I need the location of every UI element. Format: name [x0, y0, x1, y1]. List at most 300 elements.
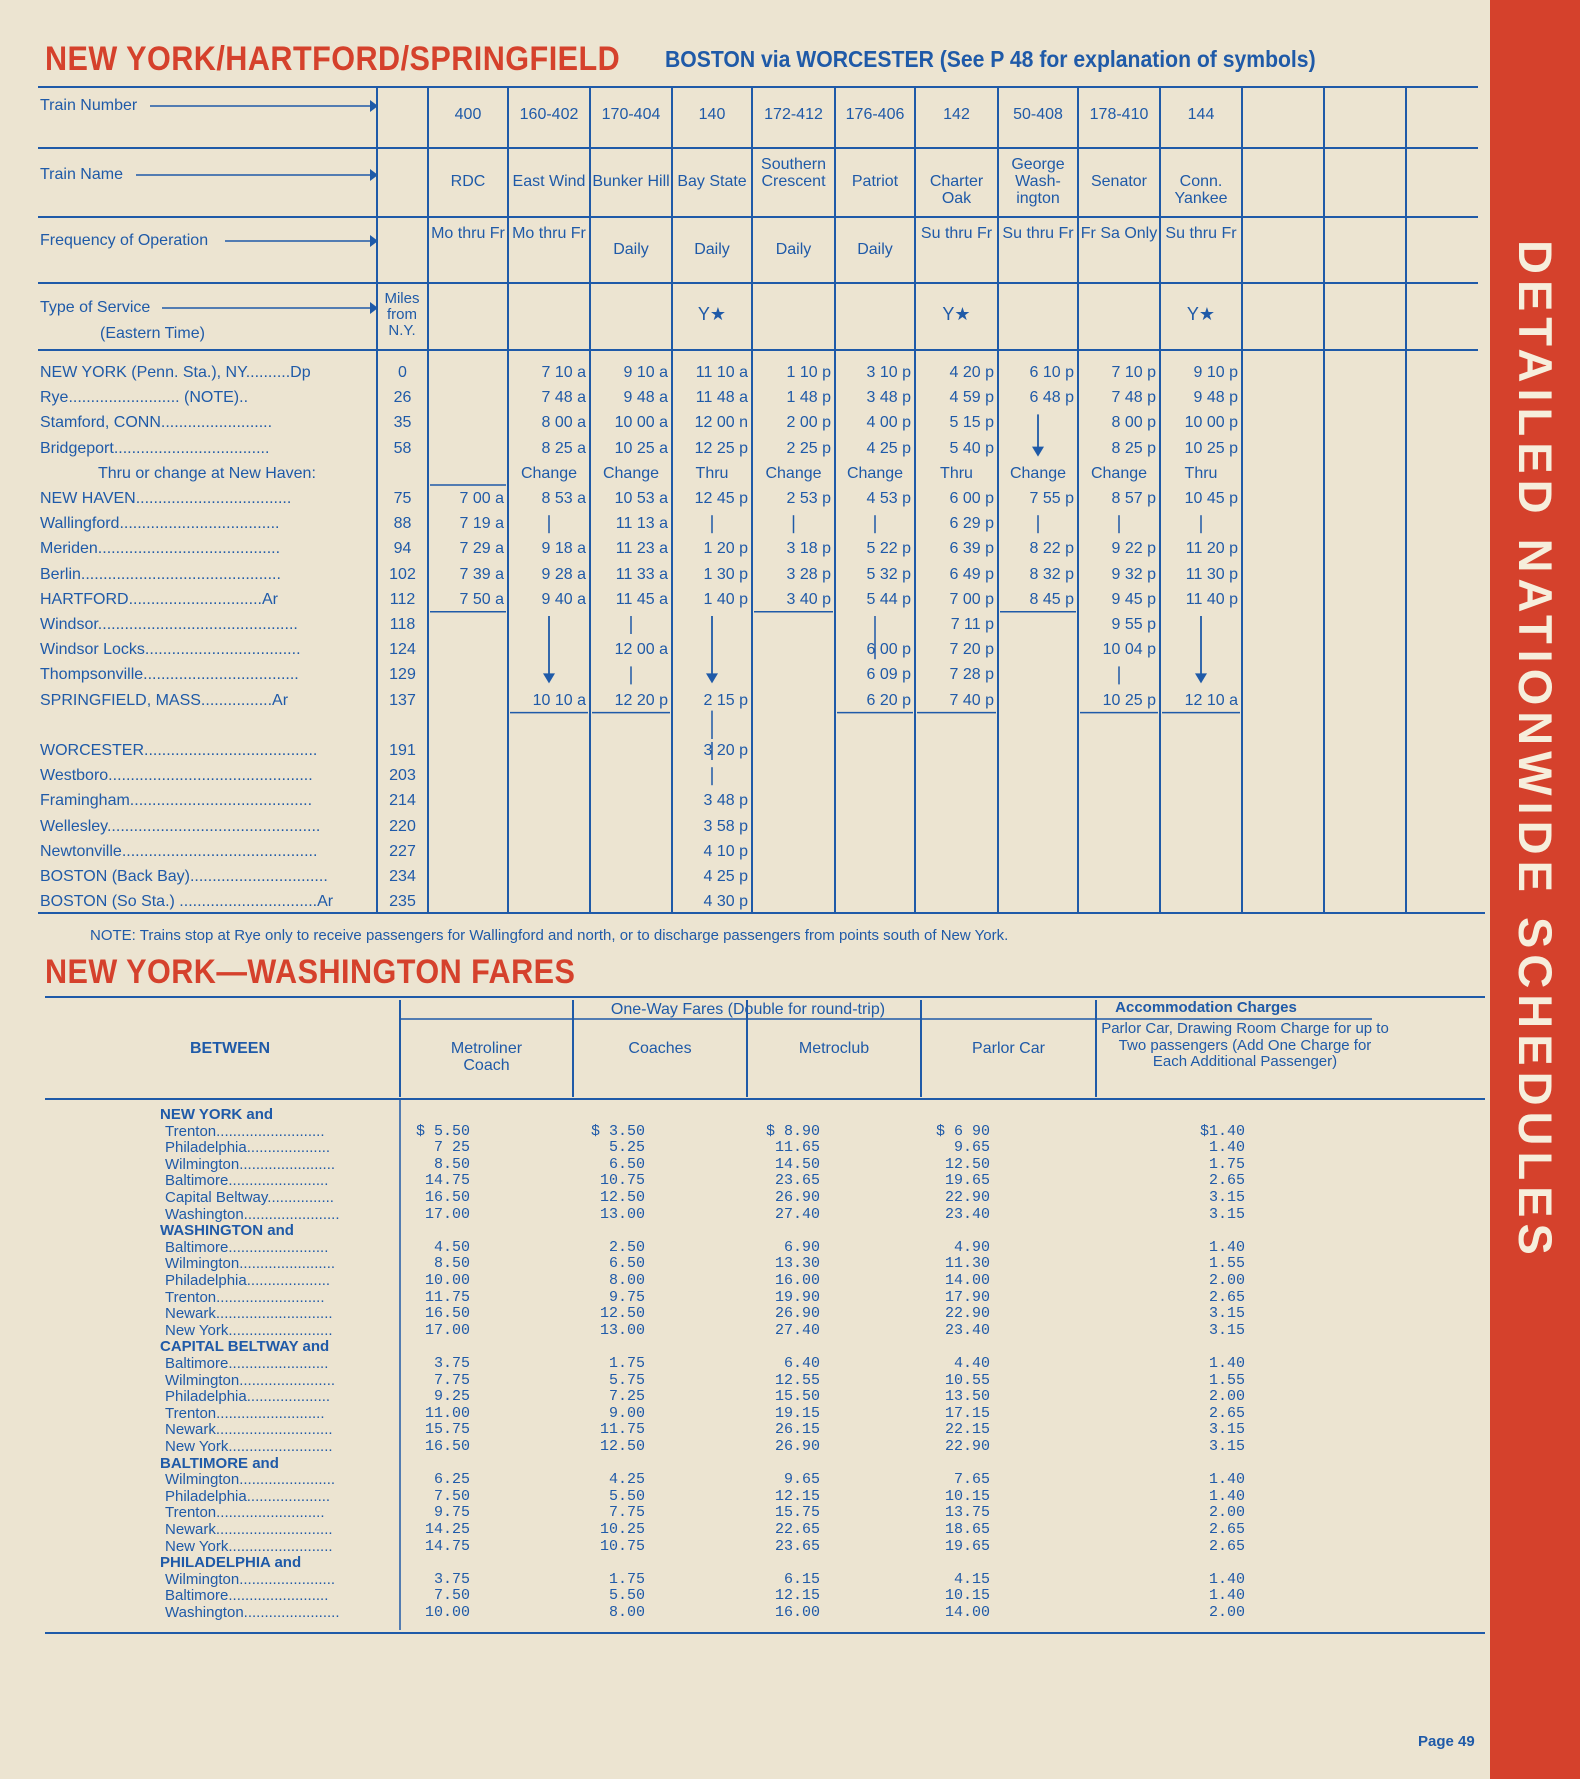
departure-time: 6 29 p — [949, 515, 994, 533]
fare-value: $1.40 — [1199, 1122, 1245, 1140]
fare-value: 1.40 — [1208, 1471, 1245, 1489]
station-miles: 191 — [389, 742, 416, 759]
fare-column-header: Metroliner Coach — [450, 1040, 523, 1074]
fare-city-name: Baltimore — [165, 1173, 229, 1190]
train-number: 142 — [943, 106, 970, 123]
row-label-frequency: Frequency of Operation — [40, 232, 209, 249]
fare-value: 26.15 — [774, 1421, 820, 1439]
fare-city-name: Trenton — [165, 1405, 217, 1422]
fare-value: 16.50 — [424, 1438, 470, 1455]
departure-time: 11 40 p — [1185, 590, 1238, 608]
departure-time: 9 48 p — [1193, 389, 1238, 407]
fare-value: 8.00 — [608, 1272, 645, 1289]
connection-type: Change — [1090, 464, 1148, 482]
one-way-header: One-Way Fares (Double for round-trip) — [610, 1001, 886, 1018]
departure-time: 6 00 p — [866, 641, 911, 659]
fare-value: 2.65 — [1208, 1172, 1245, 1190]
departure-time: 1 30 p — [703, 565, 748, 583]
fare-value: 12.50 — [944, 1155, 990, 1173]
fare-value: 14.25 — [424, 1521, 470, 1538]
fare-value: 6.15 — [783, 1570, 820, 1588]
fare-city-row — [165, 1356, 397, 1373]
departure-time: 8 00 a — [541, 414, 586, 432]
leader-dots: .................... — [246, 1488, 331, 1505]
connection-type: Change — [765, 464, 822, 482]
departure-time: 12 10 a — [1184, 691, 1238, 709]
train-name: RDC — [450, 173, 486, 190]
departure-time: 5 32 p — [866, 565, 911, 583]
departure-time: 11 13 a — [615, 515, 668, 533]
train-frequency: Su thru Fr — [1165, 225, 1237, 242]
schedule-subtitle: BOSTON via WORCESTER (See P 48 for explanation of symbols) — [665, 46, 1316, 72]
fare-value: 26.90 — [774, 1305, 820, 1323]
station-miles: 118 — [389, 616, 416, 633]
train-name: George Wash-ington — [1011, 156, 1065, 207]
station-name: Rye......................... (NOTE).. — [40, 389, 249, 407]
fare-value: 5.25 — [608, 1139, 645, 1157]
leader-dots: ....................... — [243, 1206, 340, 1223]
fare-group-heading: PHILADELPHIA and — [160, 1554, 302, 1572]
fare-value: 14.00 — [944, 1272, 990, 1289]
train-frequency: Mo thru Fr — [431, 225, 505, 242]
fare-city-row — [165, 1124, 397, 1141]
departure-time: 3 48 p — [866, 389, 911, 407]
departure-time: 6 00 p — [949, 490, 994, 507]
station-name: Westboro.............................................. — [40, 767, 313, 785]
fare-value: 3.15 — [1208, 1321, 1245, 1339]
departure-time: 4 10 p — [703, 842, 748, 860]
departure-time: 8 57 p — [1111, 490, 1156, 507]
fare-value: 2.65 — [1208, 1537, 1245, 1555]
departure-time: 7 00 p — [949, 590, 994, 608]
fare-city-name: Newark — [165, 1422, 216, 1439]
train-number: 144 — [1187, 106, 1215, 123]
fare-value: 26.90 — [774, 1438, 820, 1455]
departure-time: 9 10 p — [1193, 364, 1238, 381]
fare-city-name: Washington — [165, 1206, 244, 1223]
fare-value: 10.25 — [599, 1521, 645, 1538]
departure-time: 9 40 a — [541, 590, 586, 608]
departure-time: 1 48 p — [786, 389, 831, 407]
departure-time: 5 22 p — [866, 540, 911, 558]
fare-city-row — [165, 1572, 397, 1589]
fare-value: 2.65 — [1208, 1521, 1245, 1538]
fare-city-row — [165, 1157, 397, 1174]
station-name: NEW YORK (Penn. Sta.), NY..........Dp — [40, 364, 311, 381]
fare-group-heading: BALTIMORE and — [160, 1454, 279, 1472]
train-number: 176-406 — [845, 106, 905, 123]
fare-value: 6.40 — [783, 1355, 820, 1372]
departure-time: 7 40 p — [949, 691, 994, 709]
station-miles: 235 — [389, 893, 416, 911]
fare-value: 2.00 — [1208, 1388, 1245, 1406]
leader-dots: ............................ — [215, 1422, 333, 1439]
fare-value: 10.75 — [599, 1537, 645, 1555]
station-name: Framingham......................................... — [40, 792, 313, 810]
fare-value: 27.40 — [774, 1205, 820, 1223]
fare-value: 3.75 — [433, 1570, 470, 1588]
fare-value: 13.30 — [774, 1255, 820, 1273]
departure-time: 7 20 p — [949, 641, 994, 659]
leader-dots: ....................... — [239, 1571, 336, 1588]
fare-value: 19.65 — [944, 1172, 990, 1190]
train-frequency: Daily — [694, 241, 730, 258]
departure-time: 5 44 p — [866, 590, 911, 608]
leader-dots: ................ — [267, 1190, 334, 1206]
fare-value: 15.75 — [424, 1421, 470, 1439]
fare-value: 6.25 — [433, 1471, 470, 1489]
train-number: 172-412 — [764, 106, 823, 123]
fare-value: 1.55 — [1208, 1255, 1245, 1273]
station-name: BOSTON (Back Bay)............................... — [40, 868, 328, 885]
fare-column-header: Metroclub — [798, 1040, 870, 1057]
station-name: NEW HAVEN................................... — [40, 490, 292, 507]
fare-city-row — [165, 1173, 397, 1190]
station-miles: 234 — [389, 868, 416, 885]
row-label-train-number: Train Number — [40, 97, 138, 114]
departure-time: 8 22 p — [1029, 540, 1074, 558]
row-label-service-sub: (Eastern Time) — [100, 325, 205, 342]
fare-city-name: Wilmington — [165, 1256, 240, 1273]
fare-city-name: Baltimore — [165, 1356, 229, 1372]
fare-value: 27.40 — [774, 1321, 820, 1339]
departure-time: 7 39 a — [459, 565, 504, 583]
fare-value: 1.40 — [1208, 1139, 1245, 1157]
fare-value: 12.50 — [599, 1305, 645, 1323]
departure-time: 6 20 p — [866, 691, 911, 709]
fare-value: 3.15 — [1208, 1438, 1245, 1455]
departure-time: 4 25 p — [703, 868, 748, 885]
leader-dots: ........................ — [228, 1356, 329, 1372]
fare-value: 1.75 — [608, 1355, 645, 1372]
connection-type: Change — [1009, 464, 1067, 482]
fare-value: 2.00 — [1208, 1272, 1245, 1289]
schedule-title: NEW YORK/HARTFORD/SPRINGFIELD — [45, 40, 621, 78]
fare-value: 1.40 — [1208, 1238, 1245, 1256]
departure-time: 12 00 a — [614, 641, 668, 659]
leader-dots: ......................... — [228, 1439, 333, 1455]
row-label-service: Type of Service — [40, 299, 151, 316]
down-arrow-icon — [1195, 673, 1207, 683]
fare-city-row — [165, 1605, 397, 1622]
fare-value: 15.75 — [774, 1504, 820, 1522]
leader-dots: ......................... — [228, 1538, 333, 1555]
fare-city-name: Wilmington — [165, 1372, 240, 1389]
departure-time: 11 33 a — [615, 565, 668, 583]
thru-or-change-label: Thru or change at New Haven: — [98, 464, 316, 482]
fare-value: 3.15 — [1208, 1205, 1245, 1223]
fare-city-row — [165, 1323, 397, 1340]
leader-dots: ............................ — [215, 1522, 333, 1538]
fare-city-row — [165, 1489, 397, 1506]
fare-value: 2.65 — [1208, 1288, 1245, 1306]
fare-value: 11.00 — [424, 1404, 470, 1422]
fare-value: 23.65 — [774, 1172, 820, 1190]
departure-time: 7 29 a — [459, 540, 504, 558]
departure-time: 3 10 p — [866, 364, 911, 381]
fare-value: 5.50 — [608, 1487, 645, 1505]
departure-time: 10 00 a — [614, 414, 668, 432]
departure-time: 2 00 p — [786, 414, 831, 432]
fare-value: 13.00 — [599, 1321, 645, 1339]
fare-value: 17.00 — [424, 1205, 470, 1223]
fare-value: 1.55 — [1208, 1371, 1245, 1389]
departure-time: 9 28 a — [541, 565, 586, 583]
departure-time: 10 53 a — [614, 490, 668, 507]
train-number: 50-408 — [1013, 106, 1063, 123]
train-number: 400 — [454, 106, 482, 123]
fare-value: 1.40 — [1208, 1487, 1245, 1505]
departure-time: 9 22 p — [1111, 540, 1156, 558]
train-name: Bunker Hill — [592, 173, 670, 190]
fare-city-name: Philadelphia — [165, 1389, 247, 1406]
fare-value: 16.00 — [774, 1272, 820, 1289]
departure-time: 7 10 a — [541, 364, 586, 381]
fare-value: 1.75 — [1208, 1155, 1245, 1173]
connection-type: Thru — [1184, 464, 1218, 482]
departure-time: 4 53 p — [866, 490, 911, 507]
station-miles: 94 — [393, 540, 412, 558]
departure-time: 7 50 a — [459, 590, 504, 608]
fare-city-name: Wilmington — [165, 1472, 240, 1489]
departure-time: 5 15 p — [949, 414, 994, 432]
station-name: WORCESTER....................................... — [40, 742, 318, 759]
service-symbol: Y★ — [942, 304, 971, 324]
fare-value: 14.00 — [944, 1604, 990, 1621]
connection-type: Thru — [695, 464, 729, 482]
fare-value: $ 6 90 — [935, 1122, 990, 1140]
accommodation-column-header: Parlor Car, Drawing Room Charge for up to Two passengers (Add One Charge for Each Additional Passenger) — [1101, 1020, 1389, 1071]
fare-value: 16.50 — [424, 1189, 470, 1206]
departure-time: 11 48 a — [695, 389, 748, 407]
departure-time: 11 20 p — [1185, 540, 1238, 558]
fare-value: 22.90 — [944, 1438, 990, 1455]
fare-city-name: Baltimore — [165, 1239, 229, 1256]
fare-value: 12.15 — [774, 1587, 820, 1605]
fare-city-row — [165, 1140, 397, 1157]
fare-city-name: Baltimore — [165, 1588, 229, 1605]
train-name: Conn. Yankee — [1174, 173, 1228, 207]
fare-value: 8.00 — [608, 1604, 645, 1621]
train-number: 178-410 — [1089, 106, 1149, 123]
train-frequency: Daily — [775, 241, 812, 258]
fare-value: 2.50 — [608, 1238, 645, 1256]
departure-time: 9 55 p — [1111, 616, 1156, 633]
leader-dots: ....................... — [239, 1256, 336, 1273]
fare-value: 8.50 — [433, 1155, 470, 1173]
fare-value: 19.90 — [774, 1288, 820, 1306]
station-name: Berlin............................................. — [40, 565, 281, 583]
leader-dots: ........................ — [228, 1173, 329, 1190]
leader-dots: ....................... — [239, 1372, 336, 1389]
fare-value: 18.65 — [944, 1521, 990, 1538]
departure-time: 3 48 p — [703, 792, 748, 810]
departure-time: 10 25 p — [1102, 691, 1156, 709]
fare-city-row — [165, 1373, 397, 1390]
fare-value: 11.75 — [424, 1288, 470, 1306]
fare-city-name: Philadelphia — [165, 1488, 247, 1505]
leader-dots: .......................... — [216, 1289, 325, 1306]
leader-dots: .......................... — [216, 1123, 325, 1140]
departure-time: 6 39 p — [949, 540, 994, 558]
fare-value: 9.65 — [783, 1471, 820, 1489]
fare-city-row — [165, 1505, 397, 1522]
fare-value: 9.25 — [433, 1388, 470, 1406]
station-name: Bridgeport................................... — [40, 439, 270, 457]
fare-value: 11.65 — [774, 1139, 820, 1157]
fare-city-name: Newark — [165, 1522, 216, 1538]
fare-value: 1.40 — [1208, 1587, 1245, 1605]
fare-value: 15.50 — [774, 1388, 820, 1406]
fare-value: 22.90 — [944, 1189, 990, 1206]
fare-value: 7.75 — [433, 1371, 470, 1389]
departure-time: 2 53 p — [786, 490, 831, 507]
train-number: 140 — [698, 106, 726, 123]
fare-value: 4.40 — [953, 1355, 990, 1372]
fare-value: 19.65 — [944, 1537, 990, 1555]
fare-city-name: Newark — [165, 1306, 216, 1323]
departure-time: 6 09 p — [866, 666, 911, 684]
fare-city-name: Wilmington — [165, 1156, 240, 1173]
fares-title: NEW YORK—WASHINGTON FARES — [45, 953, 576, 991]
fare-value: 17.00 — [424, 1321, 470, 1339]
station-miles: 203 — [389, 767, 416, 785]
fare-city-row — [165, 1256, 397, 1273]
station-name: Wellesley................................................ — [40, 817, 321, 835]
fare-value: 6.50 — [608, 1255, 645, 1273]
train-name: Charter Oak — [929, 173, 984, 207]
down-arrow-icon — [1032, 447, 1044, 457]
station-name: Thompsonville................................... — [40, 666, 299, 684]
departure-time: 7 55 p — [1029, 490, 1074, 507]
fare-value: 8.50 — [433, 1255, 470, 1273]
fare-value: 2.00 — [1208, 1504, 1245, 1522]
fare-value: 23.40 — [944, 1321, 990, 1339]
fare-column-header: Parlor Car — [972, 1040, 1045, 1057]
between-header: BETWEEN — [190, 1040, 270, 1057]
fare-value: 1.40 — [1208, 1355, 1245, 1372]
fare-value: 7.65 — [953, 1471, 990, 1489]
train-number: 170-404 — [601, 106, 661, 123]
departure-time: 8 25 p — [1111, 439, 1156, 457]
fare-city-name: Washington — [165, 1605, 244, 1621]
fare-city-name: Wilmington — [165, 1571, 240, 1588]
fare-city-row — [165, 1273, 397, 1290]
fare-value: 10.00 — [424, 1272, 470, 1289]
departure-time: 10 25 a — [614, 439, 668, 457]
fare-value: 4.50 — [433, 1238, 470, 1256]
fare-city-row — [165, 1240, 397, 1257]
departure-time: 6 49 p — [949, 565, 994, 583]
station-name: HARTFORD..............................Ar — [40, 590, 278, 608]
fare-value: 23.40 — [944, 1205, 990, 1223]
leader-dots: .......................... — [216, 1405, 325, 1422]
departure-time: 9 10 a — [623, 364, 668, 381]
leader-dots: ........................ — [228, 1588, 329, 1605]
departure-time: 9 45 p — [1111, 590, 1156, 608]
fare-city-name: Philadelphia — [165, 1140, 247, 1157]
fare-value: 3.75 — [433, 1355, 470, 1372]
fare-value: 6.50 — [608, 1155, 645, 1173]
leader-dots: ....................... — [243, 1605, 340, 1621]
train-frequency: Fr Sa Only — [1080, 225, 1158, 242]
station-miles: 0 — [398, 364, 407, 381]
fare-value: 16.00 — [774, 1604, 820, 1621]
departure-time: 3 18 p — [786, 540, 831, 558]
departure-time: 3 28 p — [786, 565, 831, 583]
departure-time: 11 23 a — [615, 540, 668, 558]
fare-value: 2.00 — [1208, 1604, 1245, 1621]
departure-time: 10 45 p — [1184, 490, 1238, 507]
fare-value: 10.15 — [944, 1487, 990, 1505]
train-frequency: Su thru Fr — [920, 225, 993, 242]
departure-time: 3 20 p — [703, 742, 748, 759]
station-name: Wallingford.................................... — [40, 515, 280, 533]
fare-value: 13.75 — [944, 1504, 990, 1522]
departure-time: 11 10 a — [695, 364, 748, 381]
departure-time: 11 30 p — [1185, 565, 1238, 583]
row-label-train-name: Train Name — [40, 166, 123, 183]
station-miles: 220 — [389, 817, 416, 835]
departure-time: 12 00 n — [694, 414, 748, 432]
departure-time: 10 00 p — [1184, 414, 1238, 432]
fare-value: 10.00 — [424, 1604, 470, 1621]
departure-time: 12 25 p — [694, 439, 748, 457]
departure-time: 8 45 p — [1029, 590, 1074, 608]
station-name: Newtonville............................................ — [40, 842, 318, 860]
station-miles: 112 — [389, 590, 416, 608]
fare-value: 10.75 — [599, 1172, 645, 1190]
fare-city-name: Trenton — [165, 1505, 217, 1522]
departure-time: 4 25 p — [866, 439, 911, 457]
fare-value: 16.50 — [424, 1305, 470, 1323]
fare-city-row — [165, 1439, 397, 1456]
leader-dots: .................... — [246, 1140, 331, 1157]
station-name: Windsor............................................. — [40, 616, 298, 633]
fare-value: 4.15 — [953, 1570, 990, 1588]
fare-value: 22.65 — [774, 1521, 820, 1538]
departure-time: 9 32 p — [1111, 565, 1156, 583]
leader-dots: .................... — [246, 1273, 331, 1289]
leader-dots: ........................ — [228, 1239, 329, 1256]
departure-time: 4 20 p — [949, 364, 994, 381]
fare-city-row — [165, 1190, 397, 1207]
fare-value: 5.75 — [608, 1371, 645, 1389]
train-name: Southern Crescent — [761, 156, 826, 190]
fare-city-name: Capital Beltway — [165, 1190, 268, 1206]
station-name: Stamford, CONN......................... — [40, 414, 273, 432]
departure-time: 7 11 p — [950, 616, 994, 633]
departure-time: 8 00 p — [1111, 414, 1156, 432]
fare-value: 12.15 — [774, 1487, 820, 1505]
fare-value: 26.90 — [774, 1189, 820, 1206]
fare-group-heading: CAPITAL BELTWAY and — [160, 1338, 330, 1356]
station-miles: 35 — [393, 414, 412, 432]
train-name: Senator — [1090, 173, 1148, 190]
connection-type: Change — [520, 464, 578, 482]
departure-time: 3 58 p — [703, 817, 748, 835]
fare-city-name: New York — [165, 1322, 229, 1339]
station-miles: 102 — [389, 565, 416, 583]
fare-value: 23.65 — [774, 1537, 820, 1555]
fare-value: 14.75 — [424, 1172, 470, 1190]
fare-value: 12.55 — [774, 1371, 820, 1389]
fare-group-heading: WASHINGTON and — [160, 1222, 294, 1240]
departure-time: 1 10 p — [786, 364, 831, 381]
departure-time: 7 10 p — [1111, 364, 1156, 381]
train-name: East Wind — [512, 173, 586, 190]
train-frequency: Daily — [613, 241, 649, 258]
